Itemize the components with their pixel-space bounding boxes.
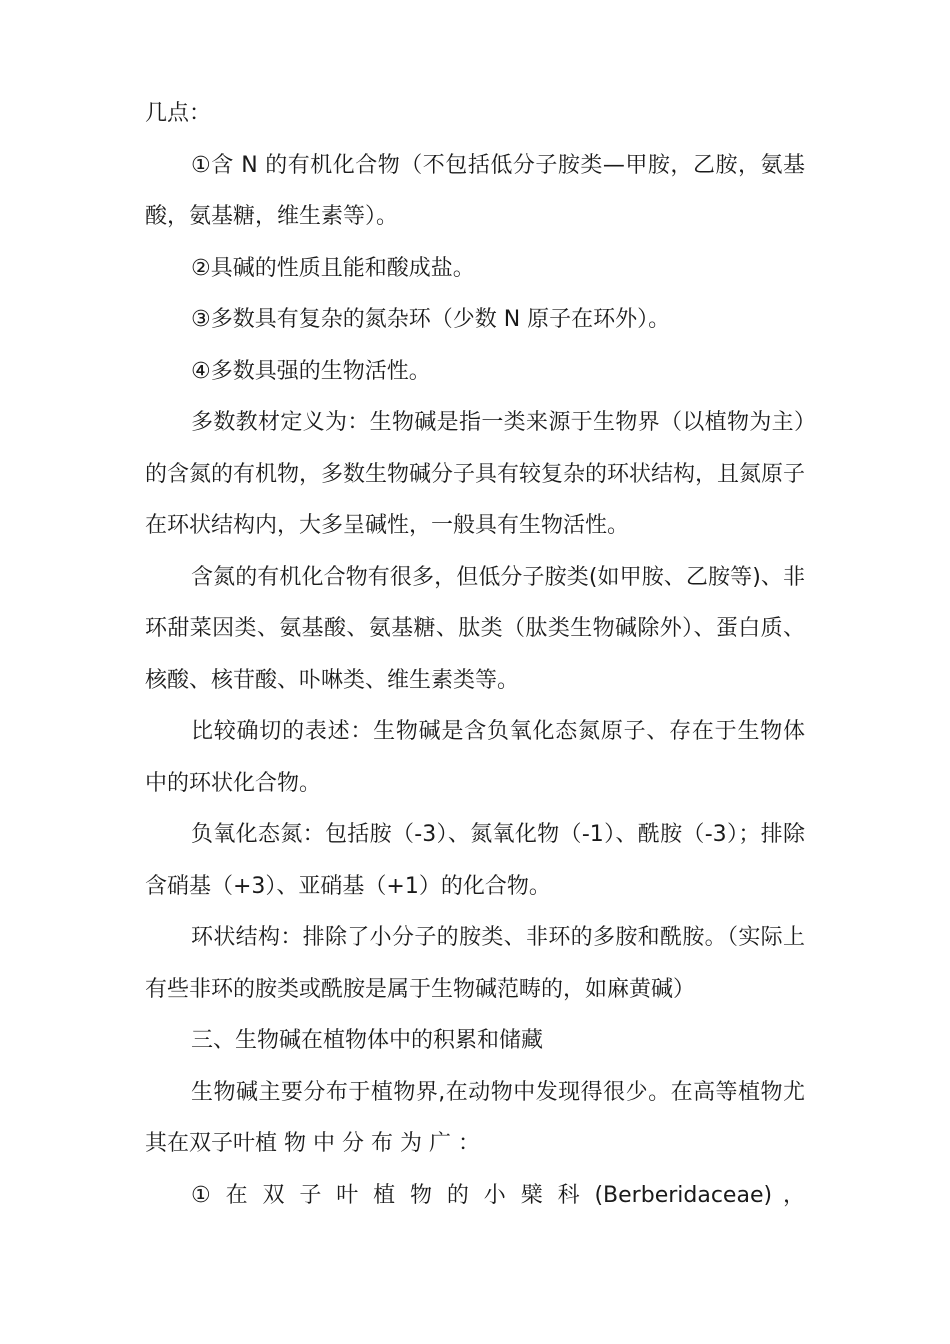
paragraph-nitrogen-compounds: 含氮的有机化合物有很多，但低分子胺类(如甲胺、乙胺等)、非环甜菜因类、氨基酸、氨基糖、肽类（肽类生物碱除外）、蛋白质、核酸、核苷酸、卟啉类、维生素类等。 bbox=[145, 564, 805, 693]
paragraph-intro: 几点： bbox=[145, 101, 212, 126]
paragraph-negative-oxidation: 负氧化态氮：包括胺（-3）、氮氧化物（-1）、酰胺（-3）；排除含硝基（+3）、亚硝基（+1）的化合物。 bbox=[145, 822, 805, 899]
list-item-4: ④多数具强的生物活性。 bbox=[191, 358, 431, 384]
section-heading: 三、生物碱在植物体中的积累和储藏 bbox=[191, 1028, 544, 1053]
paragraph-ring-structure: 环状结构：排除了小分子的胺类、非环的多胺和酰胺。（实际上有些非环的胺类或酰胺是属于生物碱范畴的，如麻黄碱） bbox=[145, 925, 805, 1002]
paragraph-precise-definition: 比较确切的表述：生物碱是含负氧化态氮原子、存在于生物体中的环状化合物。 bbox=[145, 719, 805, 796]
list-item-2: ②具碱的性质且能和酸成盐。 bbox=[191, 255, 475, 281]
paragraph-distribution: 生物碱主要分布于植物界,在动物中发现得很少。在高等植物尤其在双子叶植 物 中 分 布 为 广 ： bbox=[145, 1079, 805, 1156]
list-item-dicotyledon: ① 在 双 子 叶 植 物 的 小 檗 科 (Berberidaceae) ， bbox=[191, 1182, 805, 1208]
document-body bbox=[145, 88, 805, 1221]
list-item-3: ③多数具有复杂的氮杂环（少数 N 原子在环外）。 bbox=[191, 307, 671, 332]
paragraph-textbook-definition: 多数教材定义为：生物碱是指一类来源于生物界（以植物为主）的含氮的有机物，多数生物碱分子具有较复杂的环状结构，且氮原子在环状结构内，大多呈碱性，一般具有生物活性。 bbox=[145, 410, 806, 538]
list-item-1: ①含 N 的有机化合物（不包括低分子胺类—甲胺，乙胺，氨基酸，氨基糖，维生素等）。 bbox=[145, 152, 805, 229]
